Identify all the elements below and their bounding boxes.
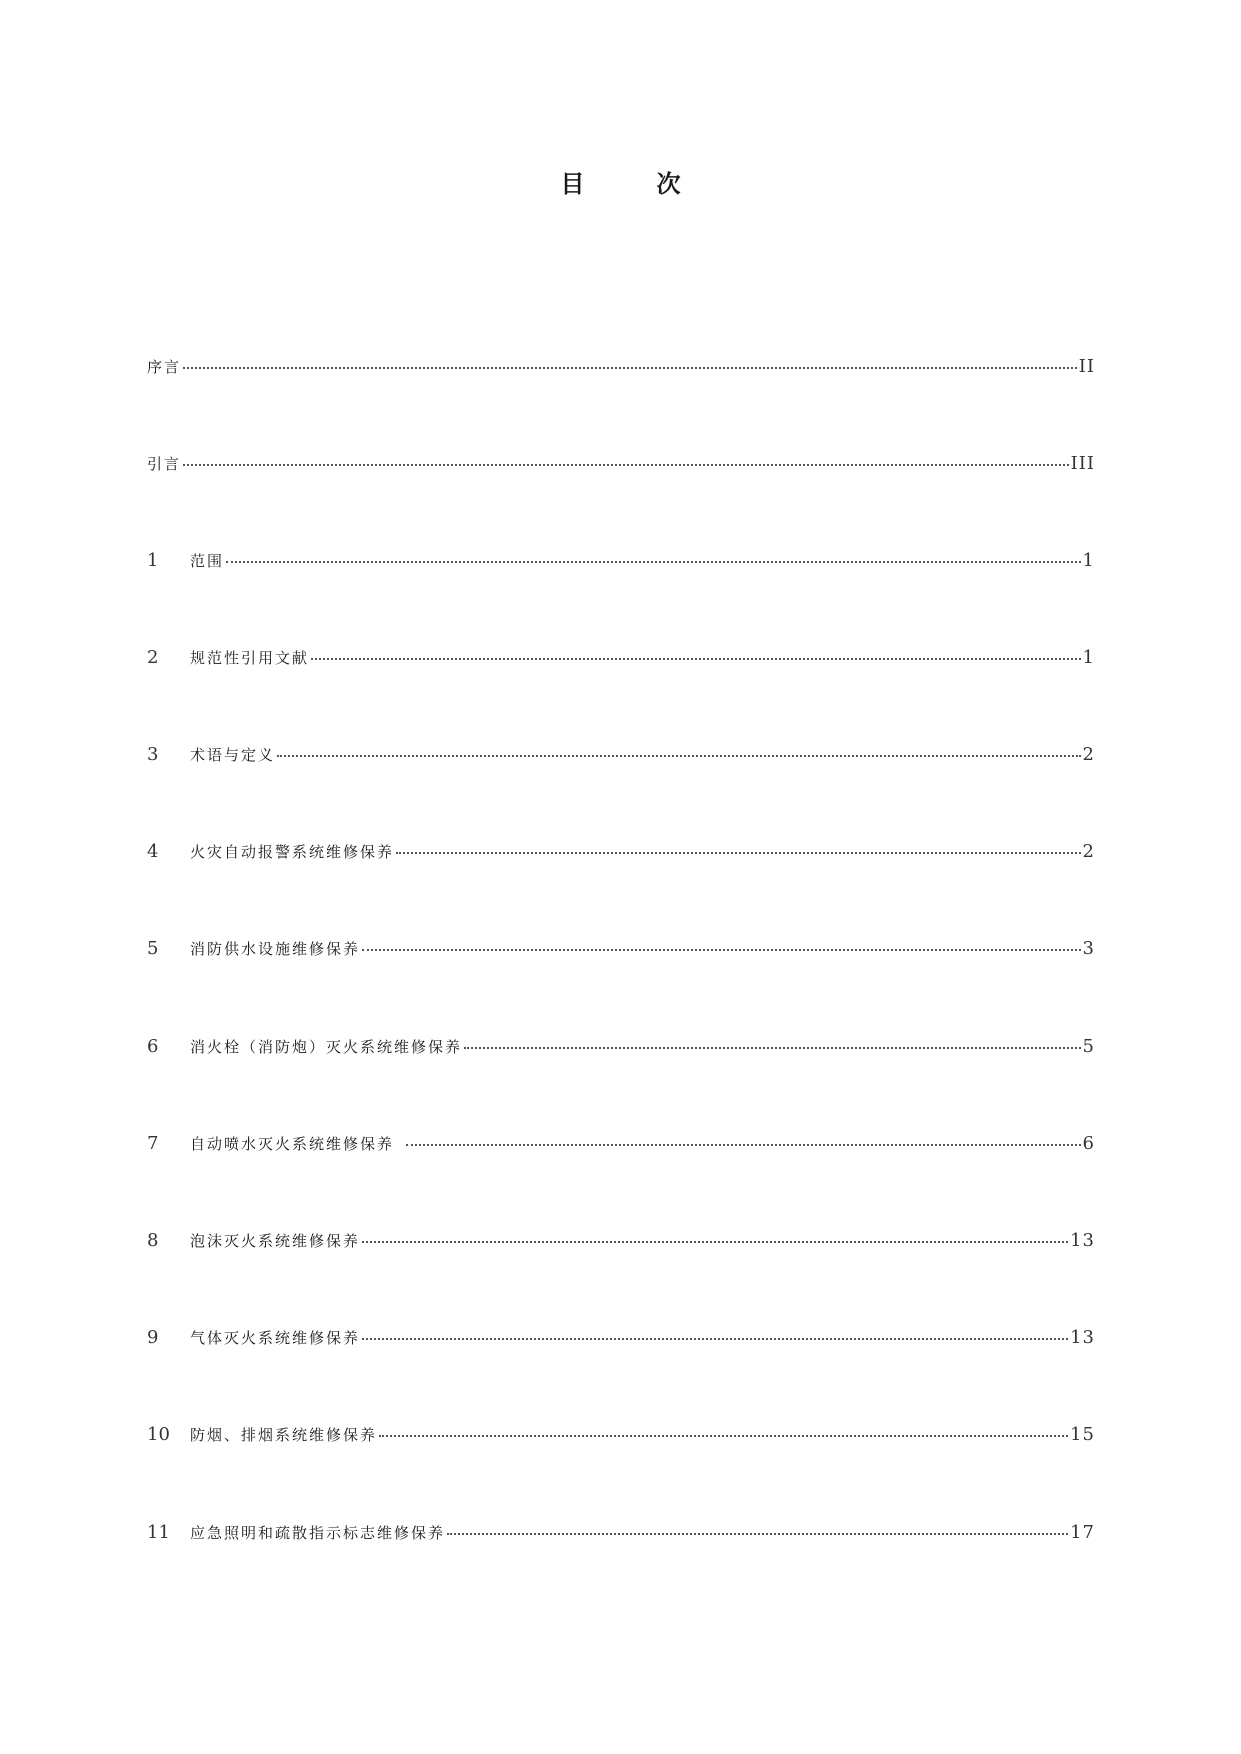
toc-entry-number: 5: [147, 938, 159, 959]
toc-entry-number: 11: [147, 1522, 170, 1543]
toc-leader-dots: [379, 1435, 1068, 1437]
toc-entry-number: 1: [147, 550, 159, 571]
toc-leader-dots: [362, 949, 1081, 951]
toc-entry-page: 3: [1082, 938, 1095, 959]
toc-entry-number: 7: [147, 1133, 159, 1154]
toc-leader-dots: [226, 561, 1081, 563]
toc-entry-title: 消防供水设施维修保养: [190, 940, 361, 958]
toc-leader-dots: [464, 1047, 1081, 1049]
toc-entry-page: 13: [1070, 1327, 1095, 1348]
toc-entry-number: 2: [147, 647, 159, 668]
toc-leader-dots: [277, 755, 1081, 757]
toc-entry-introduction[interactable]: [147, 453, 1095, 483]
toc-entry-8[interactable]: [147, 1230, 1095, 1260]
toc-entry-title: 应急照明和疏散指示标志维修保养: [190, 1524, 446, 1542]
toc-entry-title: 气体灭火系统维修保养: [190, 1329, 361, 1347]
toc-leader-dots: [396, 852, 1081, 854]
toc-entry-3[interactable]: [147, 744, 1095, 774]
toc-leader-dots: [362, 1338, 1068, 1340]
toc-entry-9[interactable]: [147, 1327, 1095, 1357]
toc-entry-page: 2: [1082, 841, 1095, 862]
toc-entry-number: 9: [147, 1327, 159, 1348]
toc-entry-preface[interactable]: [147, 356, 1095, 386]
toc-entry-1[interactable]: [147, 550, 1095, 580]
toc-leader-dots: [362, 1241, 1068, 1243]
page-title: [0, 168, 1241, 200]
toc-entry-4[interactable]: [147, 841, 1095, 871]
toc-leader-dots: [311, 658, 1081, 660]
page-title-left: 目: [560, 170, 585, 198]
toc-entry-number: 6: [147, 1036, 159, 1057]
toc-entry-number: 4: [147, 841, 159, 862]
toc-entry-page: 5: [1082, 1036, 1095, 1057]
toc-entry-page: 6: [1082, 1133, 1095, 1154]
toc-entry-10[interactable]: [147, 1424, 1095, 1454]
toc-entry-6[interactable]: [147, 1036, 1095, 1066]
toc-entry-number: 10: [147, 1424, 170, 1445]
toc-entry-2[interactable]: [147, 647, 1095, 677]
toc-entry-title: 防烟、排烟系统维修保养: [190, 1426, 378, 1444]
toc-entry-title: 范围: [190, 552, 225, 570]
toc-entry-11[interactable]: [147, 1522, 1095, 1552]
toc-entry-title: 自动喷水灭火系统维修保养: [190, 1135, 395, 1153]
toc-entry-page: 15: [1070, 1424, 1095, 1445]
toc-entry-title: 术语与定义: [190, 746, 276, 764]
toc-entry-page: III: [1070, 453, 1095, 474]
toc-entry-5[interactable]: [147, 938, 1095, 968]
toc-entry-7[interactable]: [147, 1133, 1095, 1163]
toc-entry-page: 17: [1070, 1522, 1095, 1543]
toc-entry-page: 2: [1082, 744, 1095, 765]
toc-entry-title: 火灾自动报警系统维修保养: [190, 843, 395, 861]
toc-entry-title: 引言: [147, 455, 182, 473]
toc-entry-title: 规范性引用文献: [190, 649, 310, 667]
toc-entry-number: 3: [147, 744, 159, 765]
toc-entry-title: 泡沫灭火系统维修保养: [190, 1232, 361, 1250]
toc-entry-title: 消火栓（消防炮）灭火系统维修保养: [190, 1038, 463, 1056]
toc-entry-page: 13: [1070, 1230, 1095, 1251]
toc-leader-dots: [406, 1144, 1081, 1146]
page-title-right: 次: [656, 170, 681, 198]
toc-leader-dots: [183, 464, 1069, 466]
toc-entry-page: 1: [1082, 647, 1095, 668]
toc-leader-dots: [447, 1533, 1068, 1535]
toc-leader-dots: [183, 367, 1077, 369]
toc-entry-title: 序言: [147, 358, 182, 376]
toc-entry-page: 1: [1082, 550, 1095, 571]
toc-entry-page: II: [1078, 356, 1095, 377]
toc-entry-number: 8: [147, 1230, 159, 1251]
